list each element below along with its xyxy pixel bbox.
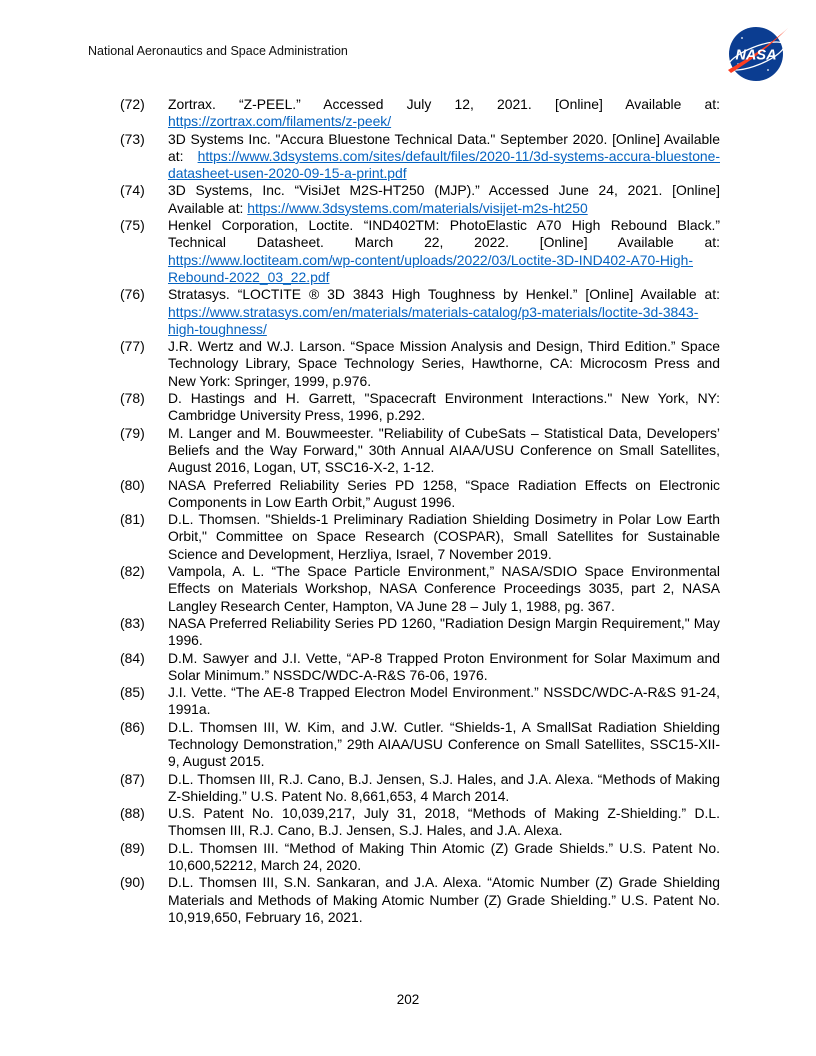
reference-item [120,719,720,771]
reference-item [120,511,720,563]
reference-number: (78) [120,390,145,407]
reference-text: D.M. Sawyer and J.I. Vette, “AP-8 Trapped Proton Environment for Solar Maximum and Solar Minimum.” NSSDC/WDC-A-R&S 76-06, 1976. [168,649,720,683]
reference-item [120,684,720,719]
reference-link[interactable]: https://www.3dsystems.com/sites/default/files/2020-11/3d-systems-accura-bluestone-datasheet-usen-2020-09-15-a-print.pdf [168,147,720,182]
reference-item [120,771,720,806]
reference-number: (85) [120,684,145,701]
reference-number: (77) [120,338,145,355]
page-number: 202 [396,992,420,1007]
reference-item [120,874,720,926]
reference-text: 3D Systems, Inc. “VisiJet M2S-HT250 (MJP).” Accessed June 24, 2021. [Online] Available at: [168,182,720,216]
reference-list [120,96,720,926]
reference-number: (89) [120,839,145,856]
reference-number: (80) [120,476,145,493]
reference-item [120,563,720,615]
reference-body [168,684,720,719]
reference-number: (76) [120,286,145,303]
reference-text: NASA Preferred Reliability Series PD 1260, "Radiation Design Margin Requirement," May 1996. [168,614,720,649]
reference-link[interactable]: https://www.loctiteam.com/wp-content/uploads/2022/03/Loctite-3D-IND402-A70-High-Rebound-2022_03_22.pdf [168,251,694,285]
reference-text: J.I. Vette. “The AE-8 Trapped Electron Model Environment.” NSSDC/WDC-A-R&S 91-24, 1991a. [168,684,720,718]
reference-body [168,805,720,840]
reference-item [120,390,720,425]
reference-text: D.L. Thomsen III, R.J. Cano, B.J. Jensen, S.J. Hales, and J.A. Alexa. “Methods of Making Z-Shielding.” U.S. Patent No. 8,661,653, 4 March 2014. [168,770,720,804]
reference-number: (74) [120,182,145,199]
reference-number: (73) [120,130,145,147]
reference-body [168,650,720,685]
reference-number: (82) [120,563,145,580]
reference-text: 3D Systems Inc. "Accura Bluestone Technical Data." September 2020. [Online] Available at: [168,130,720,164]
reference-item [120,477,720,512]
reference-text: U.S. Patent No. 10,039,217, July 31, 2018, “Methods of Making Z-Shielding.” D.L. Thomsen III, R.J. Cano, B.J. Jensen, S.J. Hales, and J.A. Alexa. [168,805,720,839]
agency-name: National Aeronautics and Space Administration [88,44,348,58]
reference-text: J.R. Wertz and W.J. Larson. “Space Mission Analysis and Design, Third Edition.” Space Technology Library, Space Technology Series, Hawthorne, CA: Microcosm Press and New York: Springer, 1999, p.976. [168,338,720,389]
reference-item [120,96,720,131]
reference-item [120,425,720,477]
reference-body [168,615,720,650]
reference-text: D.L. Thomsen III, S.N. Sankaran, and J.A. Alexa. “Atomic Number (Z) Grade Shielding Materials and Methods of Making Atomic Number (Z) Grade Shielding.” U.S. Patent No. 10,919,650, February 16, 2021. [168,874,720,925]
reference-body [168,771,720,806]
reference-number: (87) [120,770,145,787]
reference-text: D.L. Thomsen III, W. Kim, and J.W. Cutler. “Shields-1, A SmallSat Radiation Shielding Technology Demonstration,” 29th AIAA/USU Conference on Small Satellites, SSC15-XII-9, August 2015. [168,718,720,770]
reference-link[interactable]: https://www.stratasys.com/en/materials/materials-catalog/p3-materials/loctite-3d-3843-high-toughness/ [168,303,699,337]
reference-item [120,286,720,338]
reference-number: (88) [120,805,145,822]
reference-link[interactable]: https://zortrax.com/filaments/z-peek/ [168,113,392,130]
reference-body [168,390,720,425]
reference-body [168,96,720,131]
reference-item [120,131,720,183]
reference-text: D.L. Thomsen III. “Method of Making Thin Atomic (Z) Grade Shields.” U.S. Patent No. 10,600,52212, March 24, 2020. [168,839,720,874]
reference-item [120,338,720,390]
reference-number: (79) [120,424,145,441]
reference-body [168,874,720,926]
reference-body [168,511,720,563]
reference-text: Stratasys. “LOCTITE ® 3D 3843 High Toughness by Henkel.” [Online] Available at: [168,286,720,303]
reference-item [120,650,720,685]
reference-item [120,615,720,650]
nasa-logo-icon [722,24,790,84]
reference-item [120,182,720,217]
reference-text: Zortrax. “Z-PEEL.” Accessed July 12, 2021. [Online] Available at: [168,96,720,112]
reference-body [168,477,720,512]
reference-body [168,425,720,477]
reference-body [168,182,720,217]
reference-number: (84) [120,649,145,666]
reference-number: (86) [120,718,145,735]
reference-body [168,563,720,615]
reference-text: M. Langer and M. Bouwmeester. "Reliability of CubeSats – Statistical Data, Developers’ Beliefs and the Way Forward," 30th Annual AIAA/USU Conference on Small Satellites, August 2016, Logan, UT, SSC16-X-2, 1-12. [168,424,720,476]
reference-text: Henkel Corporation, Loctite. “IND402TM: PhotoElastic A70 High Rebound Black.” Technical Datasheet. March 22, 2022. [Online] Available at: [168,217,720,251]
reference-item [120,217,720,286]
reference-text: Vampola, A. L. “The Space Particle Environment,” NASA/SDIO Space Environmental Effects on Materials Workshop, NASA Conference Proceedings 3035, part 2, NASA Langley Research Center, Hampton, VA June 28 – July 1, 1988, pg. 367. [168,563,720,614]
reference-link[interactable]: https://www.3dsystems.com/materials/visijet-m2s-ht250 [247,199,588,216]
reference-body [168,719,720,771]
reference-item [120,805,720,840]
reference-body [168,286,720,338]
reference-item [120,840,720,875]
reference-body [168,131,720,183]
nasa-logo-text: NASA [735,47,777,64]
reference-number: (75) [120,217,145,234]
reference-text: NASA Preferred Reliability Series PD 1258, “Space Radiation Effects on Electronic Components in Low Earth Orbit,” August 1996. [168,476,720,510]
reference-number: (81) [120,511,145,528]
reference-text: D. Hastings and H. Garrett, "Spacecraft Environment Interactions." New York, NY: Cambridge University Press, 1996, p.292. [168,390,720,424]
reference-text: D.L. Thomsen. "Shields-1 Preliminary Radiation Shielding Dosimetry in Polar Low Earth Orbit," Committee on Space Research (COSPAR), Small Satellites for Sustainable Science and Development, Herzliya, Israel, 7 November 2019. [168,511,720,562]
reference-body [168,338,720,390]
reference-number: (83) [120,614,145,631]
reference-number: (72) [120,96,145,112]
reference-body [168,840,720,875]
reference-body [168,217,720,286]
reference-number: (90) [120,874,145,891]
